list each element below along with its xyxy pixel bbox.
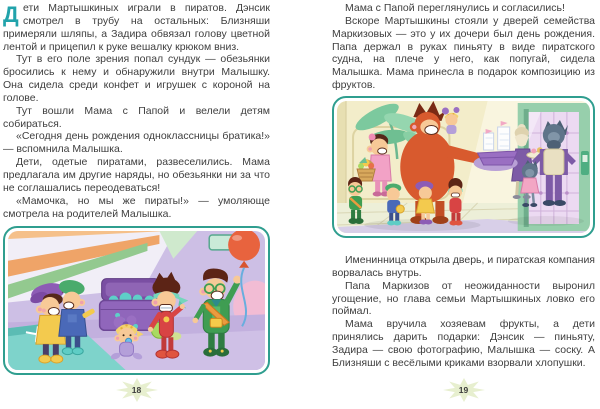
birthday-doorway-illustration: [337, 101, 590, 233]
page-number-19: [442, 377, 486, 403]
paragraph: Именинница открыла дверь, и пиратская компания ворвалась внутрь.: [332, 254, 595, 279]
page-number-18: [115, 377, 159, 403]
paragraph: Дети, одетые пиратами, развеселились. Мама предлагала им другие наряды, но обезьянки ни за что не соглашались переодеваться!: [3, 156, 270, 194]
right-page: [332, 0, 595, 409]
left-page-text: [3, 2, 270, 220]
right-illustration-frame: [332, 96, 595, 238]
paragraph: «Сегодня день рождения одноклассницы братика!» — вспомнила Малышка.: [3, 130, 270, 156]
paragraph: Дети Мартышкиных играли в пиратов. Дэнсик смотрел в трубу на остальных: Близняши примеряли шляпы, а Задира обвязал голову цветной лентой и прицепил к руке вешалку крюком вниз.: [3, 2, 270, 53]
left-illustration-frame: [3, 226, 270, 375]
right-page-text-top: [332, 2, 595, 92]
drop-cap: Д: [3, 2, 19, 27]
paragraph: Тут вошли Мама с Папой и велели детям собираться.: [3, 104, 270, 130]
left-page: [3, 0, 270, 409]
paragraph: Папа Маркизов от неожиданности выронил угощение, но глава семьи Мартышкиных ловко его поймал.: [332, 279, 595, 318]
door-sign: [581, 151, 589, 175]
paragraph: Тут в его поле зрения попал сундук — обезьянки бросились к нему и обнаружили внутри Малышку. Она сидела среди конфет и игрушек с короной на голове.: [3, 53, 270, 104]
paragraph: «Мамочка, но мы же пираты!» — умоляюще смотрела на родителей Малышка.: [3, 194, 270, 220]
right-page-text-bottom: [332, 254, 595, 370]
page-number-label: 18: [131, 385, 142, 395]
paragraph: Вскоре Мартышкины стояли у дверей семейства Маркизовых — это у их дочери был день рождения. Папа держал в руках пиньяту в виде пиратского судна, на плече у него, как попугай, сидела Малышка. Мама принесла в подарок композицию из фруктов.: [332, 14, 595, 92]
page-number-label: 19: [458, 385, 469, 395]
paragraph: Мама вручила хозяевам фрукты, а дети принялись дарить подарки: Дэнсик — пиньяту, Задира — свою фотографию, Малышка — соску. А Близняши с весёлыми криками взорвали хлопушки.: [332, 318, 595, 369]
pirate-kids-illustration: [8, 231, 265, 370]
paragraph: Мама с Папой переглянулись и согласились!: [345, 2, 565, 14]
